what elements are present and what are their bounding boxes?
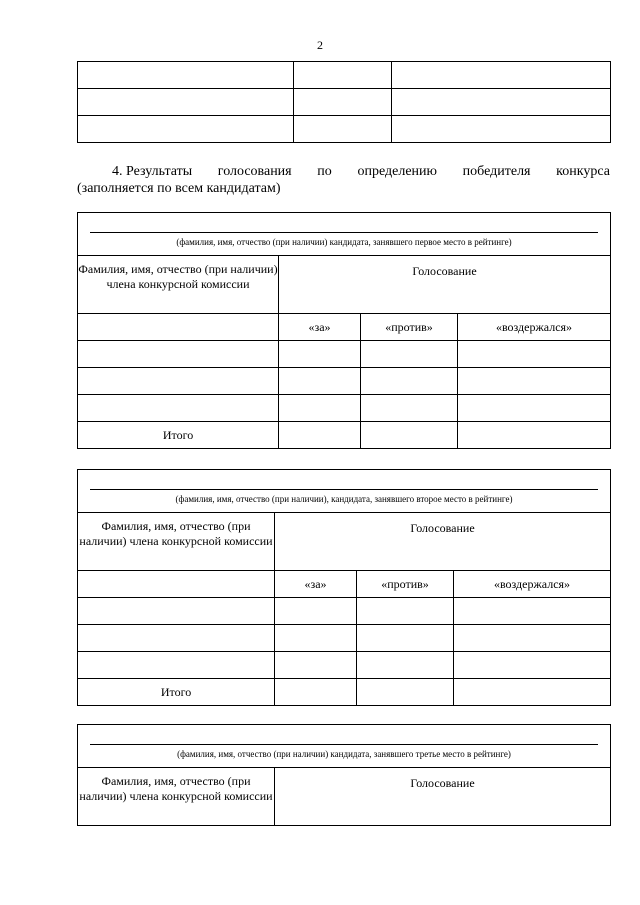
member-name-header: Фамилия, имя, отчество (при наличии) члена конкурсной комиссии — [78, 256, 279, 314]
table-cell[interactable] — [361, 395, 458, 422]
table-row — [78, 341, 611, 368]
column-against: «против» — [361, 314, 458, 341]
table-cell[interactable] — [78, 341, 279, 368]
table-cell[interactable] — [275, 598, 357, 625]
table-cell[interactable] — [454, 625, 611, 652]
table-cell — [78, 116, 294, 143]
table-row — [78, 116, 611, 143]
total-row — [78, 422, 611, 449]
table-row — [78, 625, 611, 652]
table-cell[interactable] — [361, 422, 458, 449]
candidate-caption: (фамилия, имя, отчество (при наличии), кандидата, занявшего второе место в рейтинге) — [175, 494, 513, 504]
table-cell[interactable] — [458, 341, 611, 368]
table-cell — [294, 116, 392, 143]
table-cell — [78, 571, 275, 598]
table-cell[interactable] — [78, 625, 275, 652]
section-heading-line1 — [77, 163, 610, 180]
continuation-table — [77, 61, 611, 143]
table-cell[interactable] — [458, 395, 611, 422]
column-against: «против» — [357, 571, 454, 598]
candidate-name-cell[interactable] — [78, 213, 611, 256]
table-cell[interactable] — [357, 679, 454, 706]
third-place-voting-table — [77, 724, 611, 826]
heading-word: победителя — [462, 164, 531, 179]
table-cell[interactable] — [275, 652, 357, 679]
voting-header: Голосование — [275, 768, 611, 826]
table-cell[interactable] — [454, 598, 611, 625]
table-row — [78, 368, 611, 395]
table-row — [78, 89, 611, 116]
total-row — [78, 679, 611, 706]
table-cell[interactable] — [78, 395, 279, 422]
table-cell — [78, 62, 294, 89]
table-cell — [294, 62, 392, 89]
table-cell — [78, 89, 294, 116]
table-row — [78, 652, 611, 679]
table-row — [78, 62, 611, 89]
candidate-caption: (фамилия, имя, отчество (при наличии) кандидата, занявшего первое место в рейтинге) — [176, 237, 512, 247]
page-number: 2 — [317, 38, 323, 52]
heading-word: определению — [357, 164, 437, 179]
table-cell[interactable] — [458, 368, 611, 395]
table-cell[interactable] — [279, 395, 361, 422]
heading-word: по — [317, 164, 332, 179]
member-name-header: Фамилия, имя, отчество (при наличии) члена конкурсной комиссии — [78, 768, 275, 826]
candidate-name-line — [90, 489, 598, 490]
heading-word: голосования — [217, 164, 292, 179]
voting-header: Голосование — [279, 256, 611, 314]
voting-header: Голосование — [275, 513, 611, 571]
section-heading-line2: (заполняется по всем кандидатам) — [77, 181, 281, 196]
member-name-header: Фамилия, имя, отчество (при наличии) члена конкурсной комиссии — [78, 513, 275, 571]
heading-word: 4. Результаты — [112, 164, 193, 179]
candidate-name-line — [90, 744, 598, 745]
table-cell — [392, 89, 611, 116]
first-place-voting-table — [77, 212, 611, 449]
column-for: «за» — [275, 571, 357, 598]
candidate-name-line — [90, 232, 598, 233]
table-cell[interactable] — [454, 652, 611, 679]
total-label: Итого — [78, 422, 279, 449]
table-cell[interactable] — [279, 422, 361, 449]
candidate-caption: (фамилия, имя, отчество (при наличии) кандидата, занявшего третье место в рейтинге) — [177, 749, 511, 759]
total-label: Итого — [78, 679, 275, 706]
table-cell[interactable] — [361, 341, 458, 368]
table-cell[interactable] — [361, 368, 458, 395]
candidate-name-cell[interactable] — [78, 725, 611, 768]
second-place-voting-table — [77, 469, 611, 706]
column-abstain: «воздержался» — [458, 314, 611, 341]
table-cell[interactable] — [279, 368, 361, 395]
column-for: «за» — [279, 314, 361, 341]
table-cell[interactable] — [458, 422, 611, 449]
table-cell[interactable] — [275, 679, 357, 706]
table-cell[interactable] — [78, 368, 279, 395]
table-cell — [78, 314, 279, 341]
heading-word: конкурса — [556, 164, 610, 179]
table-cell[interactable] — [357, 598, 454, 625]
table-row — [78, 395, 611, 422]
table-cell — [392, 62, 611, 89]
table-row — [78, 598, 611, 625]
table-cell[interactable] — [78, 652, 275, 679]
table-cell — [392, 116, 611, 143]
table-cell[interactable] — [357, 625, 454, 652]
section-heading — [77, 163, 610, 197]
table-cell[interactable] — [454, 679, 611, 706]
table-cell[interactable] — [279, 341, 361, 368]
table-cell[interactable] — [275, 625, 357, 652]
table-cell[interactable] — [357, 652, 454, 679]
table-cell — [294, 89, 392, 116]
candidate-name-cell[interactable] — [78, 470, 611, 513]
column-abstain: «воздержался» — [454, 571, 611, 598]
table-cell[interactable] — [78, 598, 275, 625]
